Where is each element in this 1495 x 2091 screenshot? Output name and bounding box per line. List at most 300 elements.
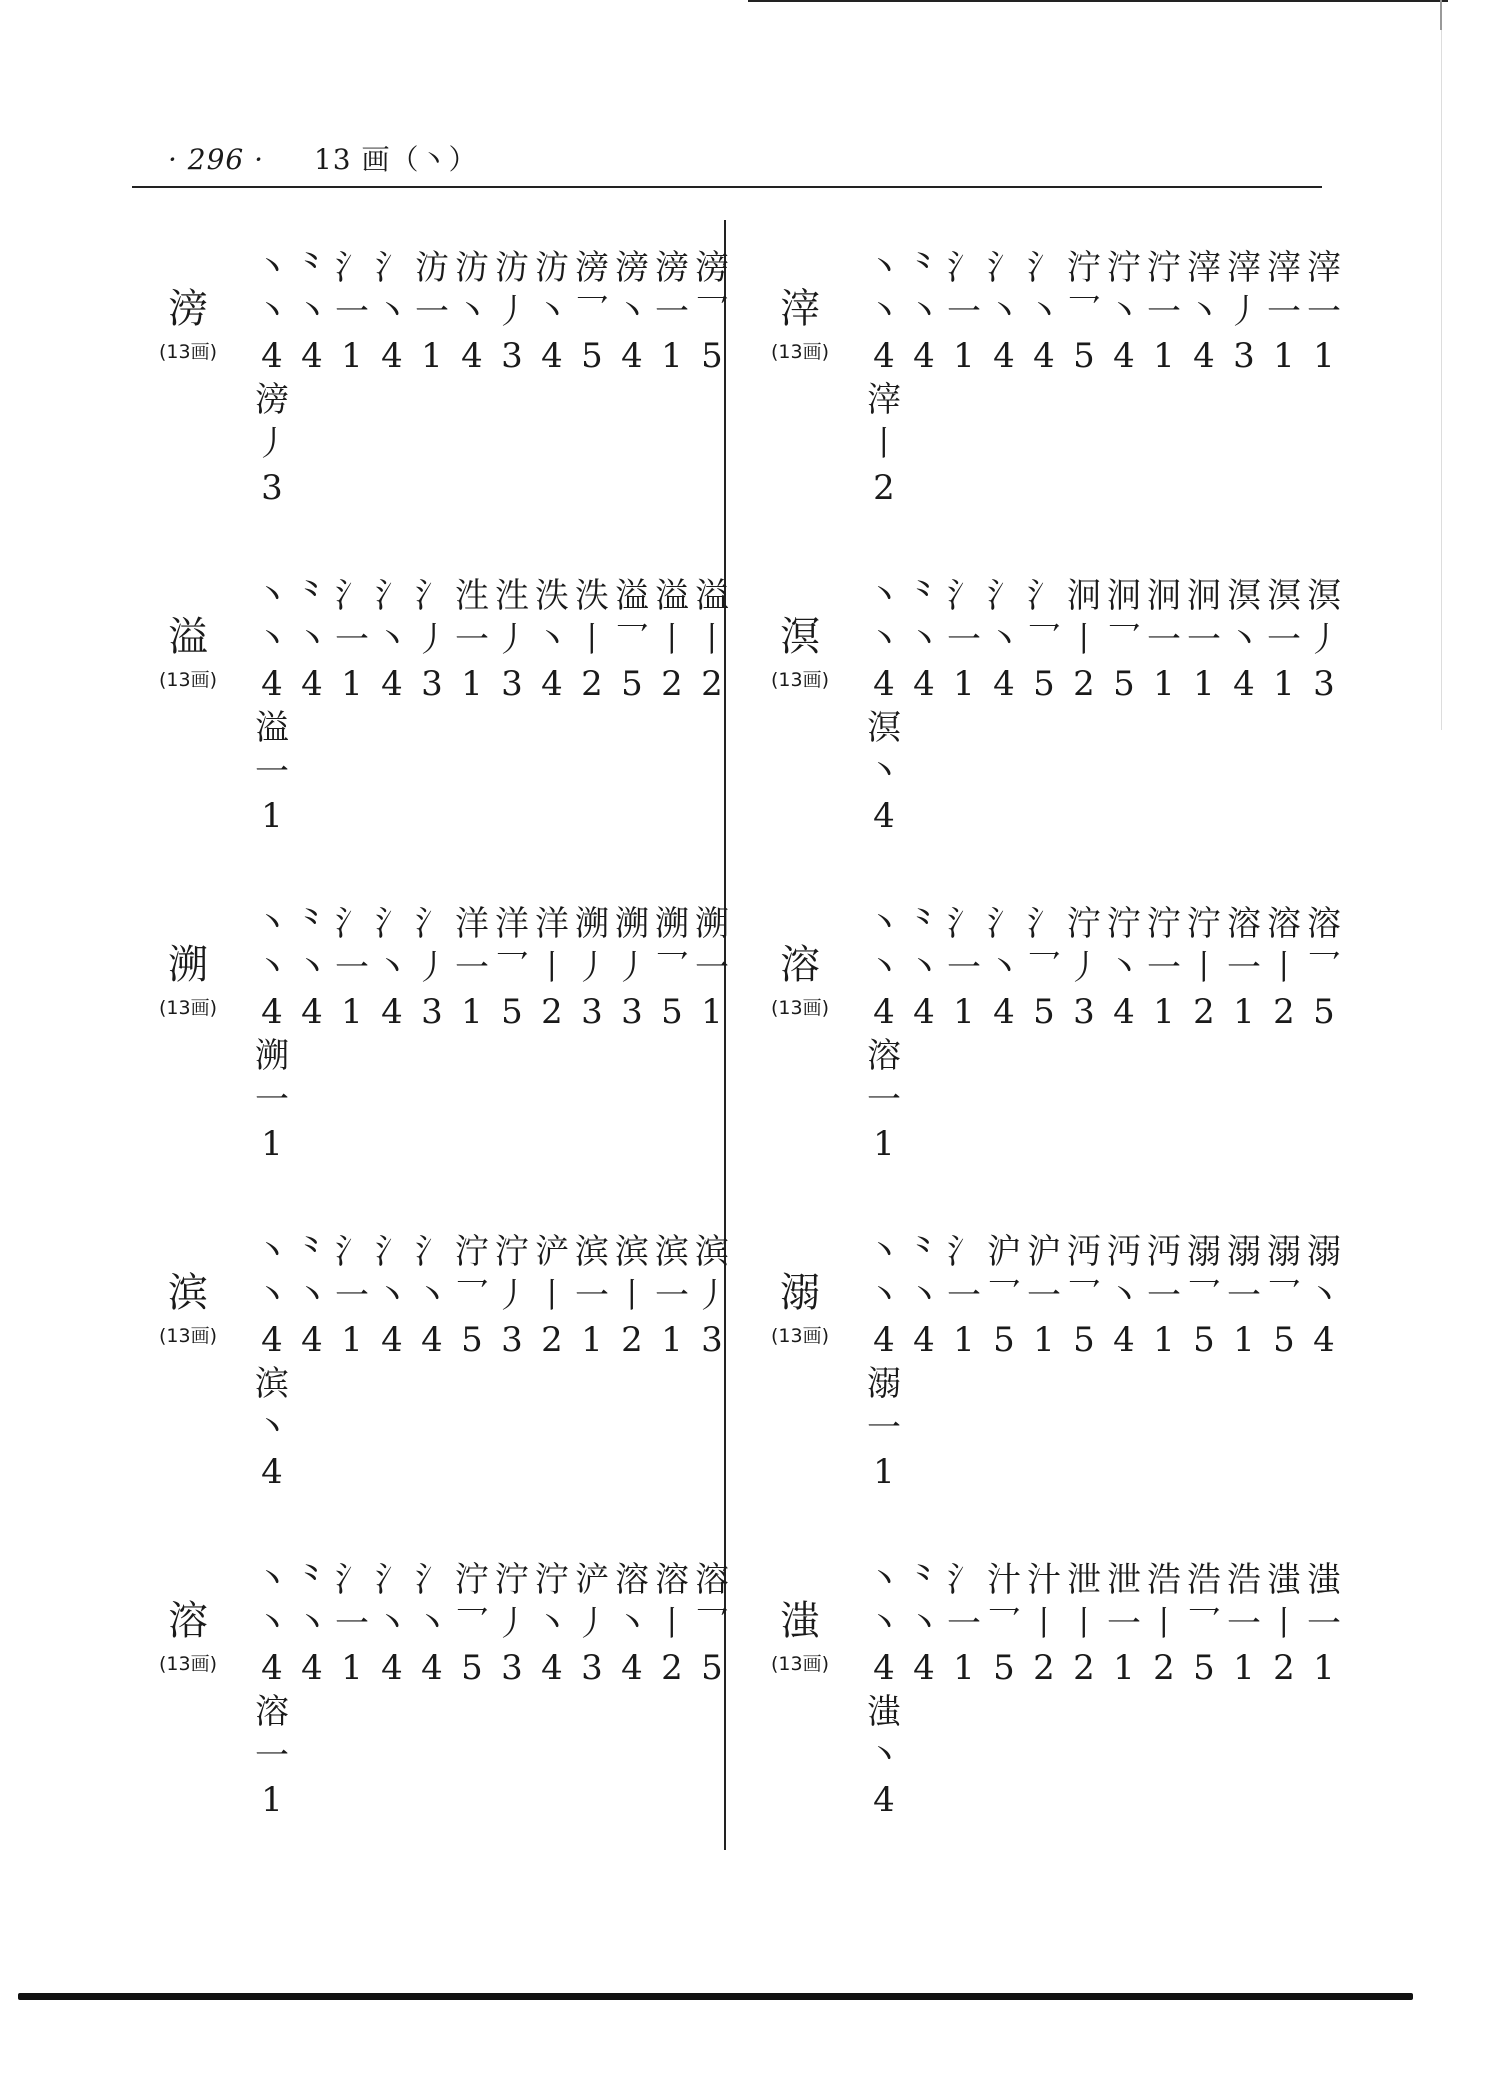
continued-char-cell: 滨 [255, 1364, 289, 1404]
stroke-cell: 丨 [1267, 948, 1301, 988]
stroke-sequence-cell: 浩 [1147, 1560, 1181, 1600]
stroke-sequence-cell: 滨 [575, 1232, 609, 1272]
stroke-sequence-cell: 溺 [1267, 1232, 1301, 1272]
stroke-cell: 乛 [655, 948, 689, 988]
stroke-cell: 丨 [1067, 620, 1101, 660]
stroke-number-cell: 1 [1153, 664, 1175, 704]
stroke-sequence-cell: 浐 [535, 1232, 569, 1272]
stroke-cell: 丿 [615, 948, 649, 988]
stroke-number-cell: 1 [661, 336, 683, 376]
stroke-sequence-cell: 泄 [1107, 1560, 1141, 1600]
stroke-number-cell: 3 [581, 1648, 603, 1688]
stroke-sequence-cell: 泞 [1147, 248, 1181, 288]
stroke-cell: 一 [335, 948, 369, 988]
stroke-sequence-cell: 泩 [495, 576, 529, 616]
continued-stroke [252, 1078, 292, 1122]
continued-stroke [864, 1078, 904, 1122]
stroke-sequence-cell: 溟 [1307, 576, 1341, 616]
stroke-sequence-cell: 溶 [655, 1560, 689, 1600]
stroke-cell: 一 [335, 1276, 369, 1316]
continued-char-cell: 溶 [255, 1692, 289, 1732]
continued-char-cell: 滍 [867, 1692, 901, 1732]
stroke-sequence-cell: 洋 [495, 904, 529, 944]
stroke-cell: 丶 [1187, 292, 1221, 332]
continued-char [252, 1362, 292, 1406]
stroke-cell: 丶 [907, 620, 941, 660]
stroke-sequence-cell: 氵 [415, 904, 449, 944]
stroke-sequence-cell: 氵 [335, 576, 369, 616]
stroke-sequence-cell: 氵 [987, 248, 1021, 288]
stroke-number-cell: 2 [1273, 992, 1295, 1032]
entry [752, 240, 1341, 560]
stroke-sequence-cell: 泞 [1187, 904, 1221, 944]
stroke-number-cell: 4 [873, 1648, 895, 1688]
stroke-cell: 丿 [495, 292, 529, 332]
stroke-number-cell: 4 [913, 336, 935, 376]
stroke-number-cell: 4 [1233, 664, 1255, 704]
stroke-sequence-cell: 泞 [455, 1232, 489, 1272]
stroke-sequence-cell: 溶 [695, 1560, 729, 1600]
stroke-cell: 丶 [455, 292, 489, 332]
stroke-cell: 一 [947, 620, 981, 660]
stroke-number-cell: 4 [1033, 336, 1055, 376]
stroke-number-cell: 1 [461, 992, 483, 1032]
stroke-number-cell: 1 [953, 1648, 975, 1688]
stroke-sequence-cell: 溟 [1267, 576, 1301, 616]
stroke-sequence-cell: 泞 [1107, 248, 1141, 288]
stroke-number-cell: 1 [953, 336, 975, 376]
stroke-cell: 丶 [907, 1276, 941, 1316]
stroke-sequence-cell: 溢 [695, 576, 729, 616]
stroke-cell: 丶 [1027, 292, 1061, 332]
continued-char-cell: 溢 [255, 708, 289, 748]
stroke-number-cell: 1 [341, 336, 363, 376]
stroke-cell: 一 [1147, 620, 1181, 660]
stroke-cell: 丶 [867, 620, 901, 660]
stroke-sequence-cell: 滂 [695, 248, 729, 288]
continued-char-cell: 滂 [255, 380, 289, 420]
stroke-sequence-cell: 丶 [255, 576, 289, 616]
stroke-number-cell: 2 [541, 992, 563, 1032]
stroke-number-cell: 1 [1193, 664, 1215, 704]
stroke-number-cell: 4 [541, 336, 563, 376]
stroke-number-cell: 1 [701, 992, 723, 1032]
stroke-number-cell: 4 [301, 1320, 323, 1360]
stroke-number-cell: 5 [501, 992, 523, 1032]
continued-char [252, 1034, 292, 1078]
stroke-cell: 丶 [907, 292, 941, 332]
stroke-sequence-cell: 氵 [335, 1232, 369, 1272]
stroke-cell: 一 [1027, 1276, 1061, 1316]
stroke-cell: 一 [415, 292, 449, 332]
continued-stroke-cell: 丨 [867, 424, 901, 464]
stroke-number-cell: 4 [381, 1648, 403, 1688]
stroke-cell: 丶 [907, 948, 941, 988]
stroke-sequence-cell: 丶 [867, 248, 901, 288]
continued-number-cell: 4 [873, 1780, 895, 1820]
stroke-sequence-cell: 滍 [1307, 1560, 1341, 1600]
stroke-cell: 丶 [535, 1604, 569, 1644]
stroke-cell: 丶 [987, 292, 1021, 332]
stroke-cell: 丶 [295, 1276, 329, 1316]
stroke-count-label: (13画) [770, 341, 829, 363]
stroke-cell: 丶 [295, 620, 329, 660]
stroke-number-cell: 4 [301, 1648, 323, 1688]
stroke-sequence-cell: ⺀ [907, 1232, 941, 1272]
stroke-sequence-cell: 氵 [375, 576, 409, 616]
stroke-number-cell: 5 [1033, 664, 1055, 704]
continued-char [252, 1690, 292, 1734]
stroke-cell: 丨 [655, 620, 689, 660]
stroke-sequence-cell: 溟 [1227, 576, 1261, 616]
stroke-cell: 乛 [987, 1276, 1021, 1316]
stroke-cell: 丶 [615, 1604, 649, 1644]
stroke-number-cell: 4 [1193, 336, 1215, 376]
entry [752, 1224, 1341, 1544]
stroke-number-cell: 1 [421, 336, 443, 376]
continued-char [252, 378, 292, 422]
continued-char-cell: 溺 [867, 1364, 901, 1404]
stroke-number-cell: 3 [501, 1648, 523, 1688]
entry-head-char: 溶 [780, 942, 820, 988]
stroke-number-cell: 3 [621, 992, 643, 1032]
stroke-cell: 一 [1267, 620, 1301, 660]
continued-number [252, 1778, 292, 1822]
stroke-number-cell: 5 [1193, 1320, 1215, 1360]
stroke-number-cell: 1 [341, 1320, 363, 1360]
stroke-cell: 乛 [1027, 620, 1061, 660]
continued-number-cell: 1 [261, 796, 283, 836]
stroke-sequence-cell: 泞 [495, 1232, 529, 1272]
stroke-number-cell: 4 [913, 1320, 935, 1360]
stroke-count-label: (13画) [158, 997, 217, 1019]
stroke-sequence-cell: 汸 [455, 248, 489, 288]
stroke-number-cell: 5 [1193, 1648, 1215, 1688]
stroke-number-cell: 5 [993, 1320, 1015, 1360]
stroke-number-cell: 2 [1073, 1648, 1095, 1688]
continued-stroke-cell: 一 [867, 1080, 901, 1120]
stroke-cell: 丨 [655, 1604, 689, 1644]
stroke-number-cell: 4 [301, 992, 323, 1032]
stroke-number-cell: 4 [261, 336, 283, 376]
stroke-sequence-cell: ⺀ [295, 904, 329, 944]
stroke-number-cell: 5 [701, 336, 723, 376]
continued-number-cell: 3 [261, 468, 283, 508]
page-number: · 296 · [168, 143, 265, 176]
entry [140, 1224, 729, 1544]
continued-number-cell: 4 [261, 1452, 283, 1492]
stroke-number-cell: 2 [701, 664, 723, 704]
stroke-number-cell: 4 [873, 336, 895, 376]
stroke-number-cell: 1 [1153, 336, 1175, 376]
continued-char [864, 706, 904, 750]
stroke-cell: 丨 [1187, 948, 1221, 988]
stroke-cell: 一 [1107, 1604, 1141, 1644]
stroke-cell: 乛 [1187, 1604, 1221, 1644]
numbers-row [864, 1318, 1344, 1362]
continued-number [864, 1778, 904, 1822]
sequence-row [252, 902, 732, 946]
sequence-row [864, 902, 1344, 946]
stroke-number-cell: 1 [1273, 664, 1295, 704]
stroke-sequence-cell: 泞 [1067, 904, 1101, 944]
stroke-number-cell: 1 [953, 664, 975, 704]
stroke-count-label: (13画) [158, 341, 217, 363]
continued-number [864, 466, 904, 510]
stroke-cell: 一 [335, 620, 369, 660]
strokes-row [252, 946, 732, 990]
stroke-number-cell: 1 [341, 664, 363, 704]
numbers-row [252, 1318, 732, 1362]
entry-head-char: 溺 [780, 1270, 820, 1316]
stroke-sequence-cell: 溶 [1267, 904, 1301, 944]
stroke-number-cell: 3 [501, 336, 523, 376]
stroke-number-cell: 4 [1113, 1320, 1135, 1360]
stroke-number-cell: 3 [701, 1320, 723, 1360]
sequence-row [252, 1230, 732, 1274]
stroke-cell: 丿 [575, 1604, 609, 1644]
stroke-sequence-cell: 氵 [335, 904, 369, 944]
entry-head-char: 溯 [168, 942, 208, 988]
stroke-number-cell: 4 [541, 1648, 563, 1688]
stroke-sequence-cell: 泆 [535, 576, 569, 616]
stroke-number-cell: 3 [1233, 336, 1255, 376]
continued-stroke-cell: 丶 [867, 1736, 901, 1776]
stroke-cell: 丨 [575, 620, 609, 660]
continued-number [864, 794, 904, 838]
stroke-sequence-cell: 滂 [655, 248, 689, 288]
sequence-row [864, 1558, 1344, 1602]
stroke-cell: 乛 [1187, 1276, 1221, 1316]
stroke-number-cell: 5 [621, 664, 643, 704]
stroke-number-cell: 5 [1273, 1320, 1295, 1360]
stroke-sequence-cell: 溶 [1307, 904, 1341, 944]
stroke-number-cell: 1 [1313, 1648, 1335, 1688]
stroke-number-cell: 1 [953, 992, 975, 1032]
stroke-number-cell: 1 [341, 1648, 363, 1688]
stroke-sequence-cell: 氵 [375, 248, 409, 288]
stroke-cell: 一 [1147, 292, 1181, 332]
stroke-number-cell: 2 [661, 664, 683, 704]
stroke-number-cell: 4 [621, 1648, 643, 1688]
continued-stroke [864, 1734, 904, 1778]
stroke-sequence-cell: 滓 [1227, 248, 1261, 288]
stroke-sequence-cell: 泞 [1067, 248, 1101, 288]
stroke-number-cell: 5 [661, 992, 683, 1032]
stroke-cell: 丨 [1267, 1604, 1301, 1644]
continued-number [864, 1450, 904, 1494]
stroke-number-cell: 4 [301, 336, 323, 376]
stroke-sequence-cell: 洋 [535, 904, 569, 944]
stroke-cell: 乛 [987, 1604, 1021, 1644]
stroke-number-cell: 5 [1313, 992, 1335, 1032]
stroke-number-cell: 1 [1313, 336, 1335, 376]
continued-char [252, 706, 292, 750]
stroke-count-label: (13画) [158, 669, 217, 691]
stroke-number-cell: 1 [1273, 336, 1295, 376]
stroke-cell: 一 [1227, 1604, 1261, 1644]
stroke-sequence-cell: ⺀ [907, 904, 941, 944]
strokes-row [864, 618, 1344, 662]
stroke-cell: 丶 [375, 292, 409, 332]
stroke-cell: 丶 [535, 292, 569, 332]
stroke-cell: 丶 [1227, 620, 1261, 660]
stroke-cell: 丶 [255, 1604, 289, 1644]
continued-stroke [864, 422, 904, 466]
stroke-cell: 丶 [1307, 1276, 1341, 1316]
sequence-row [864, 1230, 1344, 1274]
stroke-sequence-cell: 氵 [1027, 576, 1061, 616]
entry-head-char: 滨 [168, 1270, 208, 1316]
stroke-cell: 一 [335, 292, 369, 332]
stroke-cell: 丿 [415, 620, 449, 660]
stroke-sequence-cell: 泂 [1187, 576, 1221, 616]
stroke-number-cell: 4 [381, 664, 403, 704]
stroke-cell: 一 [947, 1604, 981, 1644]
continued-number-cell: 2 [873, 468, 895, 508]
continued-stroke-cell: 一 [255, 752, 289, 792]
continued-number [252, 794, 292, 838]
stroke-cell: 乛 [695, 1604, 729, 1644]
edge-tick [1440, 0, 1442, 30]
stroke-cell: 乛 [1107, 620, 1141, 660]
continued-number-cell: 4 [873, 796, 895, 836]
stroke-number-cell: 3 [421, 664, 443, 704]
stroke-sequence-cell: 汁 [1027, 1560, 1061, 1600]
continued-char [864, 1362, 904, 1406]
numbers-row [864, 1646, 1344, 1690]
stroke-cell: 一 [947, 948, 981, 988]
stroke-number-cell: 2 [1033, 1648, 1055, 1688]
stroke-number-cell: 4 [913, 1648, 935, 1688]
strokes-row [864, 946, 1344, 990]
stroke-sequence-cell: 丶 [255, 248, 289, 288]
stroke-number-cell: 5 [1113, 664, 1135, 704]
stroke-sequence-cell: 滂 [575, 248, 609, 288]
stroke-number-cell: 3 [1313, 664, 1335, 704]
stroke-cell: 丶 [535, 620, 569, 660]
stroke-sequence-cell: 氵 [335, 248, 369, 288]
continued-number [864, 1122, 904, 1166]
stroke-number-cell: 4 [1113, 992, 1135, 1032]
stroke-number-cell: 3 [501, 1320, 523, 1360]
entry [140, 896, 729, 1216]
stroke-sequence-cell: 泩 [455, 576, 489, 616]
stroke-cell: 丶 [867, 1604, 901, 1644]
continued-stroke-cell: 丿 [255, 424, 289, 464]
entry [140, 240, 729, 560]
sequence-row [252, 1558, 732, 1602]
stroke-sequence-cell: 氵 [415, 1232, 449, 1272]
stroke-cell: 乛 [1267, 1276, 1301, 1316]
strokes-row [864, 1274, 1344, 1318]
entry [752, 896, 1341, 1216]
header-rule [132, 186, 1322, 188]
continued-char [864, 1034, 904, 1078]
stroke-cell: 丶 [375, 620, 409, 660]
entry-head-char: 溢 [168, 614, 208, 660]
strokes-row [252, 1274, 732, 1318]
stroke-sequence-cell: 滓 [1307, 248, 1341, 288]
stroke-number-cell: 4 [381, 336, 403, 376]
stroke-number-cell: 4 [301, 664, 323, 704]
section-title: 13 画（丶） [313, 143, 478, 176]
strokes-row [252, 618, 732, 662]
stroke-sequence-cell: ⺀ [907, 248, 941, 288]
stroke-count-label: (13画) [770, 669, 829, 691]
stroke-sequence-cell: 溯 [655, 904, 689, 944]
stroke-number-cell: 5 [581, 336, 603, 376]
stroke-sequence-cell: 氵 [947, 904, 981, 944]
stroke-sequence-cell: 氵 [335, 1560, 369, 1600]
stroke-sequence-cell: 泄 [1067, 1560, 1101, 1600]
stroke-number-cell: 1 [1033, 1320, 1055, 1360]
stroke-count-label: (13画) [158, 1325, 217, 1347]
stroke-number-cell: 1 [1233, 992, 1255, 1032]
stroke-sequence-cell: ⺀ [295, 576, 329, 616]
stroke-number-cell: 5 [461, 1648, 483, 1688]
stroke-sequence-cell: ⺀ [907, 1560, 941, 1600]
stroke-number-cell: 4 [421, 1320, 443, 1360]
stroke-cell: 丶 [867, 948, 901, 988]
stroke-cell: 一 [947, 1276, 981, 1316]
stroke-sequence-cell: 氵 [947, 1232, 981, 1272]
stroke-sequence-cell: 汸 [495, 248, 529, 288]
stroke-number-cell: 5 [1073, 1320, 1095, 1360]
stroke-cell: 丶 [987, 948, 1021, 988]
stroke-cell: 丶 [375, 1276, 409, 1316]
stroke-cell: 乛 [1067, 292, 1101, 332]
stroke-cell: 一 [1147, 1276, 1181, 1316]
continued-number-cell: 1 [873, 1124, 895, 1164]
stroke-sequence-cell: 氵 [947, 1560, 981, 1600]
stroke-sequence-cell: 氵 [375, 1560, 409, 1600]
stroke-sequence-cell: 泂 [1067, 576, 1101, 616]
stroke-number-cell: 1 [1233, 1320, 1255, 1360]
stroke-number-cell: 4 [913, 992, 935, 1032]
stroke-number-cell: 2 [1073, 664, 1095, 704]
stroke-sequence-cell: 汸 [415, 248, 449, 288]
stroke-sequence-cell: 沪 [1027, 1232, 1061, 1272]
stroke-sequence-cell: 溢 [655, 576, 689, 616]
stroke-number-cell: 4 [381, 992, 403, 1032]
stroke-cell: 丶 [1107, 292, 1141, 332]
stroke-cell: 乛 [575, 292, 609, 332]
stroke-cell: 一 [655, 292, 689, 332]
stroke-sequence-cell: 氵 [987, 904, 1021, 944]
entry-head-char: 溶 [168, 1598, 208, 1644]
stroke-sequence-cell: 丶 [255, 904, 289, 944]
stroke-sequence-cell: 丶 [255, 1560, 289, 1600]
stroke-number-cell: 4 [1313, 1320, 1335, 1360]
stroke-number-cell: 4 [913, 664, 935, 704]
stroke-sequence-cell: 沔 [1107, 1232, 1141, 1272]
stroke-cell: 丿 [575, 948, 609, 988]
stroke-cell: 丶 [295, 292, 329, 332]
stroke-number-cell: 4 [461, 336, 483, 376]
stroke-number-cell: 1 [1113, 1648, 1135, 1688]
stroke-count-label: (13画) [770, 1653, 829, 1675]
stroke-cell: 乛 [695, 292, 729, 332]
stroke-cell: 一 [1227, 1276, 1261, 1316]
stroke-number-cell: 4 [261, 664, 283, 704]
stroke-sequence-cell: 丶 [867, 576, 901, 616]
stroke-sequence-cell: 氵 [987, 576, 1021, 616]
continued-stroke-cell: 丶 [867, 752, 901, 792]
bottom-rule [18, 1993, 1413, 2000]
stroke-sequence-cell: 滨 [655, 1232, 689, 1272]
stroke-count-label: (13画) [770, 997, 829, 1019]
